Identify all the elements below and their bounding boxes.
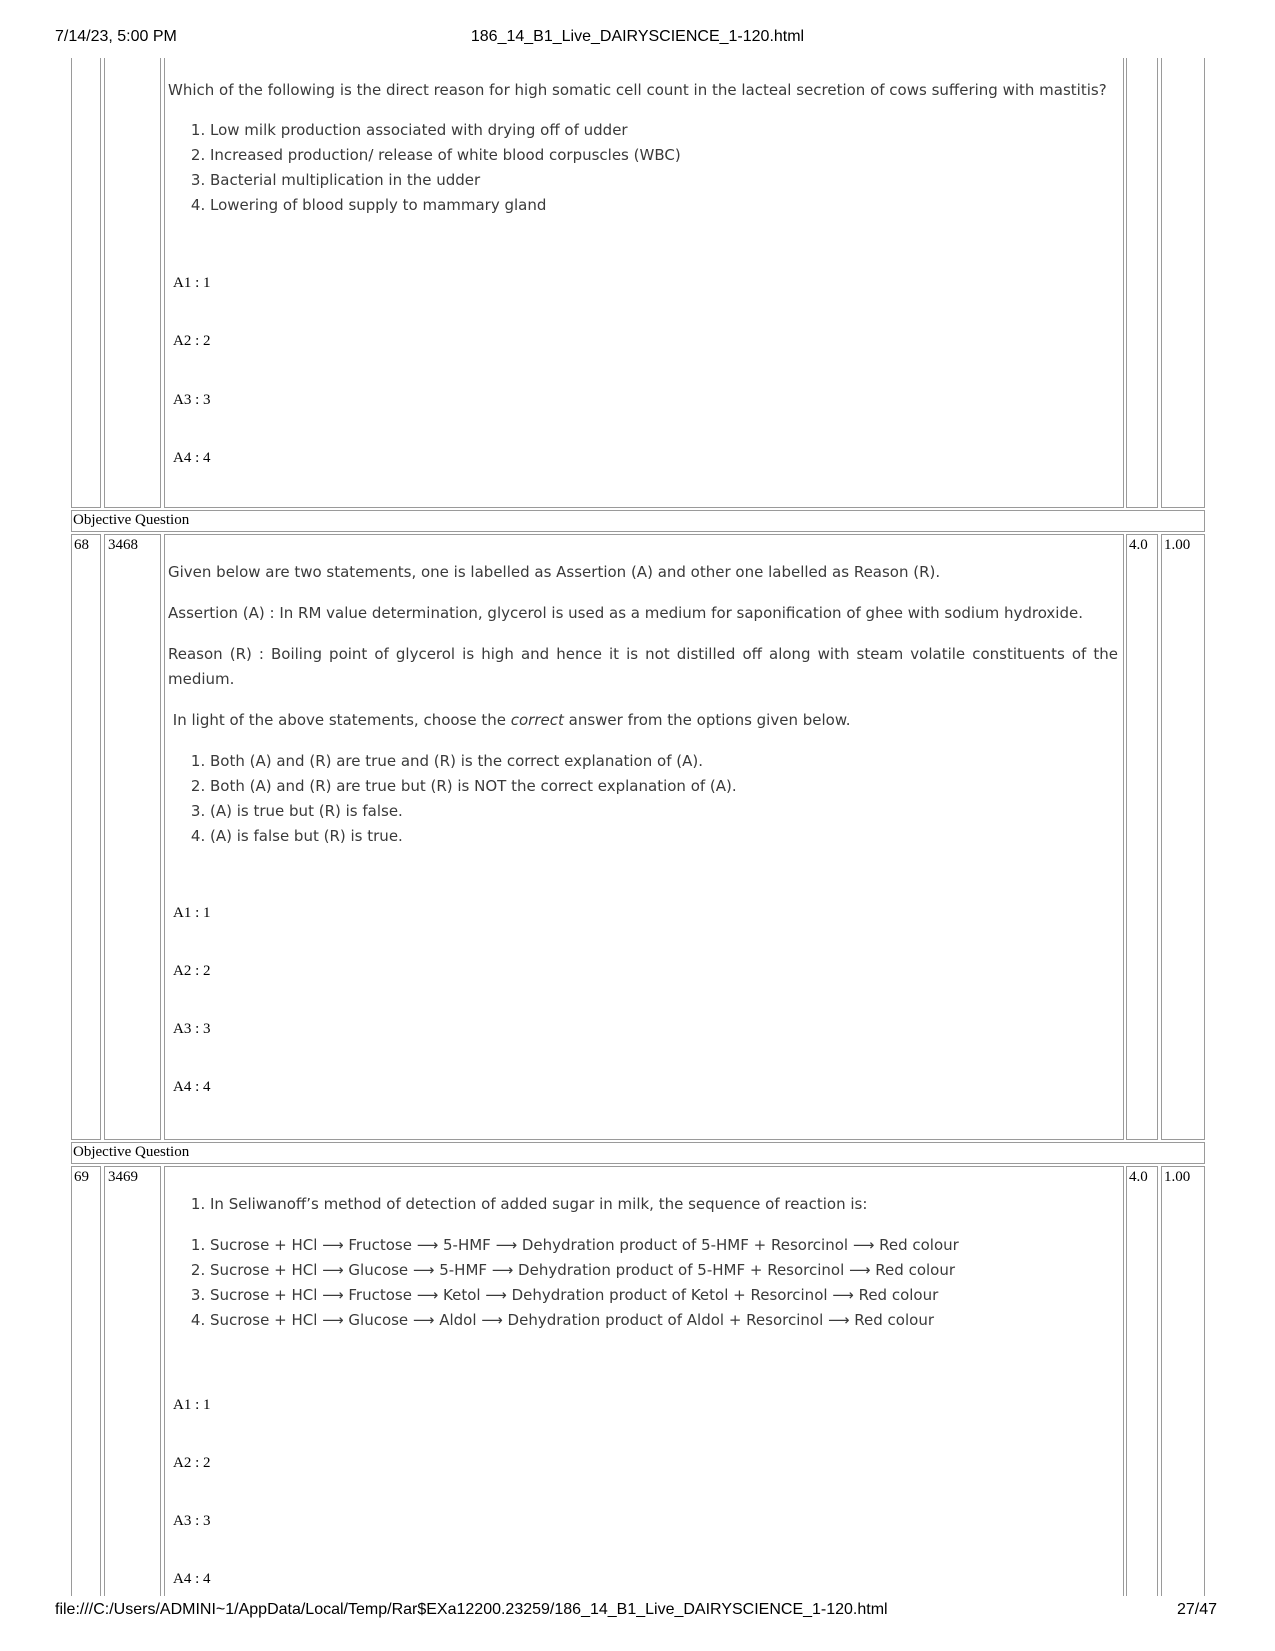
q69-marks: 4.0 bbox=[1129, 1169, 1148, 1185]
q69-answer-1: A1 : 1 bbox=[173, 1397, 211, 1413]
q68-negative-cell bbox=[1161, 534, 1205, 1140]
q68-instruction bbox=[168, 708, 1118, 733]
q68-id-cell bbox=[104, 534, 161, 1140]
q69-type-label: Objective Question bbox=[73, 1144, 190, 1160]
q67-option-3: 3. Bacterial multiplication in the udder bbox=[210, 168, 1118, 193]
q67-serial-cell bbox=[71, 58, 101, 508]
q69-id: 3469 bbox=[108, 1169, 138, 1185]
q68-answer-1: A1 : 1 bbox=[173, 905, 211, 921]
q69-serial-cell bbox=[71, 1166, 101, 1596]
q69-serial: 69 bbox=[74, 1169, 89, 1185]
file-path: file:///C:/Users/ADMINI~1/AppData/Local/Temp/Rar$EXa12200.23259/186_14_B1_Live_DAIRYSCIENCE_1-120.html bbox=[55, 1601, 888, 1618]
q67-negative-cell bbox=[1161, 58, 1205, 508]
q68-instruction-em: correct bbox=[510, 711, 564, 729]
q68-serial: 68 bbox=[74, 537, 89, 553]
q68-id: 3468 bbox=[108, 537, 138, 553]
q68-marks-cell bbox=[1126, 534, 1158, 1140]
q69-option-2: 2. Sucrose + HCl ⟶ Glucose ⟶ 5-HMF ⟶ Dehydration product of 5-HMF + Resorcinol ⟶ Red colour bbox=[210, 1258, 1118, 1283]
q69-options bbox=[168, 1233, 1118, 1333]
q68-answer-3: A3 : 3 bbox=[173, 1021, 211, 1037]
q69-type-row bbox=[71, 1142, 1205, 1164]
page-number: 27/47 bbox=[1176, 1601, 1217, 1618]
q67-option-1: 1. Low milk production associated with drying off of udder bbox=[210, 118, 1118, 143]
q67-answer-1: A1 : 1 bbox=[173, 275, 211, 291]
q67-marks-cell bbox=[1126, 58, 1158, 508]
q68-negative-marks: 1.00 bbox=[1164, 537, 1191, 553]
q67-answer-4: A4 : 4 bbox=[173, 450, 211, 466]
print-datetime: 7/14/23, 5:00 PM bbox=[55, 28, 177, 45]
q68-option-3: 3. (A) is true but (R) is false. bbox=[210, 799, 1118, 824]
q69-stem-list bbox=[168, 1192, 1118, 1217]
q68-answer-4: A4 : 4 bbox=[173, 1079, 211, 1095]
q68-assertion: Assertion (A) : In RM value determination, glycerol is used as a medium for saponification of ghee with sodium hydroxide. bbox=[168, 604, 1083, 622]
page-title: 186_14_B1_Live_DAIRYSCIENCE_1-120.html bbox=[470, 28, 805, 45]
q69-negative-marks: 1.00 bbox=[1164, 1169, 1191, 1185]
q69-marks-cell bbox=[1126, 1166, 1158, 1596]
q67-answer-3: A3 : 3 bbox=[173, 392, 211, 408]
q68-reason: Reason (R) : Boiling point of glycerol is high and hence it is not distilled off along with steam volatile constituents of the medium. bbox=[168, 645, 1118, 688]
q69-option-4: 4. Sucrose + HCl ⟶ Glucose ⟶ Aldol ⟶ Dehydration product of Aldol + Resorcinol ⟶ Red colour bbox=[210, 1308, 1118, 1333]
q68-instruction-pre: In light of the above statements, choose the bbox=[168, 711, 511, 729]
q68-answer-2: A2 : 2 bbox=[173, 963, 211, 979]
q67-options bbox=[168, 118, 1118, 218]
q68-type-row bbox=[71, 510, 1205, 532]
q68-serial-cell bbox=[71, 534, 101, 1140]
q67-option-2: 2. Increased production/ release of white blood corpuscles (WBC) bbox=[210, 143, 1118, 168]
q69-negative-cell bbox=[1161, 1166, 1205, 1596]
q69-question bbox=[168, 1192, 1118, 1333]
q68-option-1: 1. Both (A) and (R) are true and (R) is the correct explanation of (A). bbox=[210, 749, 1118, 774]
q68-options bbox=[168, 749, 1118, 849]
q68-instruction-post: answer from the options given below. bbox=[563, 711, 851, 729]
q68-type-label: Objective Question bbox=[73, 512, 190, 528]
q69-stem: 1. In Seliwanoff’s method of detection of added sugar in milk, the sequence of reaction is: bbox=[210, 1192, 1118, 1217]
q69-id-cell bbox=[104, 1166, 161, 1596]
q68-option-4: 4. (A) is false but (R) is true. bbox=[210, 824, 1118, 849]
q69-option-3: 3. Sucrose + HCl ⟶ Fructose ⟶ Ketol ⟶ Dehydration product of Ketol + Resorcinol ⟶ Red colour bbox=[210, 1283, 1118, 1308]
q69-answer-3: A3 : 3 bbox=[173, 1513, 211, 1529]
q69-answer-2: A2 : 2 bbox=[173, 1455, 211, 1471]
q68-question bbox=[168, 560, 1118, 849]
q67-id-cell bbox=[104, 58, 161, 508]
q68-marks: 4.0 bbox=[1129, 537, 1148, 553]
q67-stem: Which of the following is the direct reason for high somatic cell count in the lacteal secretion of cows suffering with mastitis? bbox=[168, 81, 1107, 99]
q68-intro: Given below are two statements, one is labelled as Assertion (A) and other one labelled as Reason (R). bbox=[168, 563, 941, 581]
q68-option-2: 2. Both (A) and (R) are true but (R) is NOT the correct explanation of (A). bbox=[210, 774, 1118, 799]
q67-option-4: 4. Lowering of blood supply to mammary gland bbox=[210, 193, 1118, 218]
q67-question bbox=[168, 78, 1118, 218]
q69-answer-4: A4 : 4 bbox=[173, 1571, 211, 1587]
q67-answer-2: A2 : 2 bbox=[173, 333, 211, 349]
q69-option-1: 1. Sucrose + HCl ⟶ Fructose ⟶ 5-HMF ⟶ Dehydration product of 5-HMF + Resorcinol ⟶ Red colour bbox=[210, 1233, 1118, 1258]
